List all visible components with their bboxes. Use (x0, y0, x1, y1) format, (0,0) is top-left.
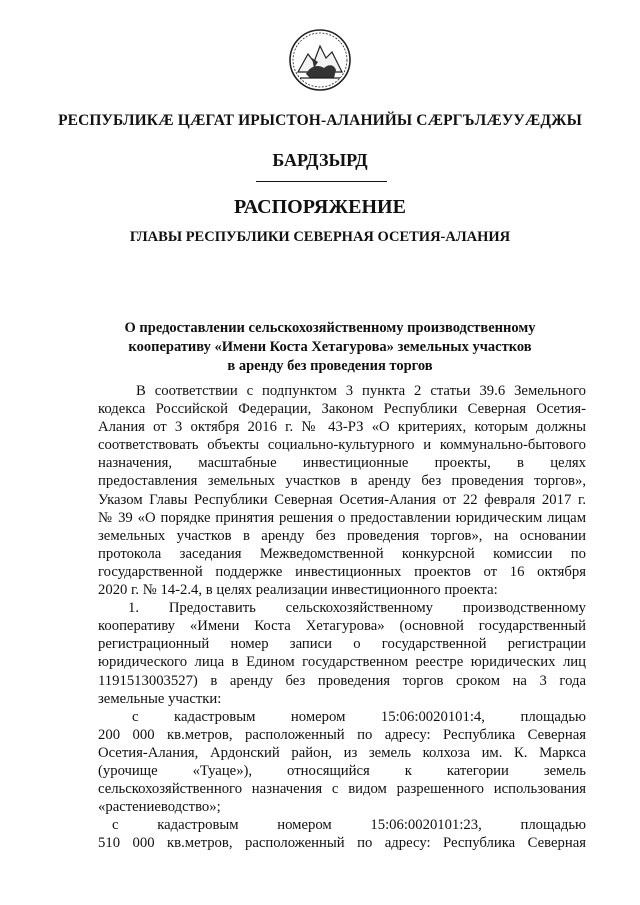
body-line: государственной поддержке инвестиционных проектов от 16 октября (98, 563, 586, 580)
heading-line: в аренду без проведения торгов (227, 358, 433, 374)
republic-title: РЕСПУБЛИКӔ ЦӔГАТ ИРЫСТОН-АЛАНИЙЫ СӔРГЪЛӔУУӔДЖЫ (58, 112, 582, 129)
body-line: с кадастровым номером 15:06:0020101:23, площадью (112, 817, 586, 834)
bardzyrd-title: БАРДЗЫРД (272, 150, 368, 170)
heading-line: кооперативу «Имени Коста Хетагурова» земельных участков (128, 339, 532, 355)
authority-subtitle: ГЛАВЫ РЕСПУБЛИКИ СЕВЕРНАЯ ОСЕТИЯ-АЛАНИЯ (129, 229, 511, 245)
body-line: «растениеводство»; (98, 799, 221, 816)
body-line: сельскохозяйственного назначения с видом разрешенного использования (98, 781, 586, 798)
body-line: юридического лица в Едином государственном реестре юридических лиц (98, 654, 586, 671)
body-line: регистрационный номер записи о государственной регистрации (98, 636, 586, 653)
coat-of-arms-emblem (288, 28, 352, 92)
body-line: 2020 г. № 14-2.4, в целях реализации инвестиционного проекта: (98, 582, 498, 599)
body-line: 200 000 кв.метров, расположенный по адресу: Республика Северная (98, 726, 586, 743)
body-line: соответствовать объекты социально-культурного и коммунально-бытового (98, 437, 586, 454)
document-heading (110, 319, 550, 376)
body-line: Осетия-Алания, Ардонский район, из земель колхоза им. К. Маркса (98, 744, 586, 761)
body-line: земельных участков в аренду без проведения торгов», на основании (98, 527, 586, 544)
body-line: В соответствии с подпунктом 3 пункта 2 статьи 39.6 Земельного (136, 383, 586, 399)
body-line: кооперативу «Имени Коста Хетагурова» (основной государственный (98, 618, 586, 635)
body-line: (урочище «Туаце»), относящийся к категории земель (98, 762, 586, 779)
body-line: № 39 «О порядке принятия решения о предоставлении юридическим лицам (98, 509, 586, 526)
title-divider (256, 181, 387, 182)
document-body (98, 382, 586, 852)
body-line: Указом Главы Республики Северная Осетия-Алания от 22 февраля 2017 г. (98, 491, 586, 508)
body-line: кодекса Российской Федерации, Законом Республики Северная Осетия- (98, 401, 586, 418)
body-line: протокола заседания Межведомственной конкурсной комиссии по (98, 545, 586, 562)
body-line: земельные участки: (98, 690, 222, 707)
body-line: с кадастровым номером 15:06:0020101:4, площадью (132, 708, 586, 725)
heading-line: О предоставлении сельскохозяйственному производственному (124, 320, 536, 336)
body-line: 510 000 кв.метров, расположенный по адресу: Республика Северная (98, 835, 586, 852)
body-line: предоставления земельных участков в аренду без проведения торгов», (98, 473, 586, 490)
document-type-title: РАСПОРЯЖЕНИЕ (234, 196, 406, 218)
body-line: Алания от 3 октября 2016 г. № 43-РЗ «О критериях, которым должны (98, 419, 586, 436)
body-line: 1191513003527) в аренду без проведения торгов сроком на 3 года (98, 672, 586, 689)
body-line: назначения, масштабные инвестиционные проекты, в целях (98, 455, 586, 472)
body-line: 1. Предоставить сельскохозяйственному производственному (128, 600, 586, 617)
